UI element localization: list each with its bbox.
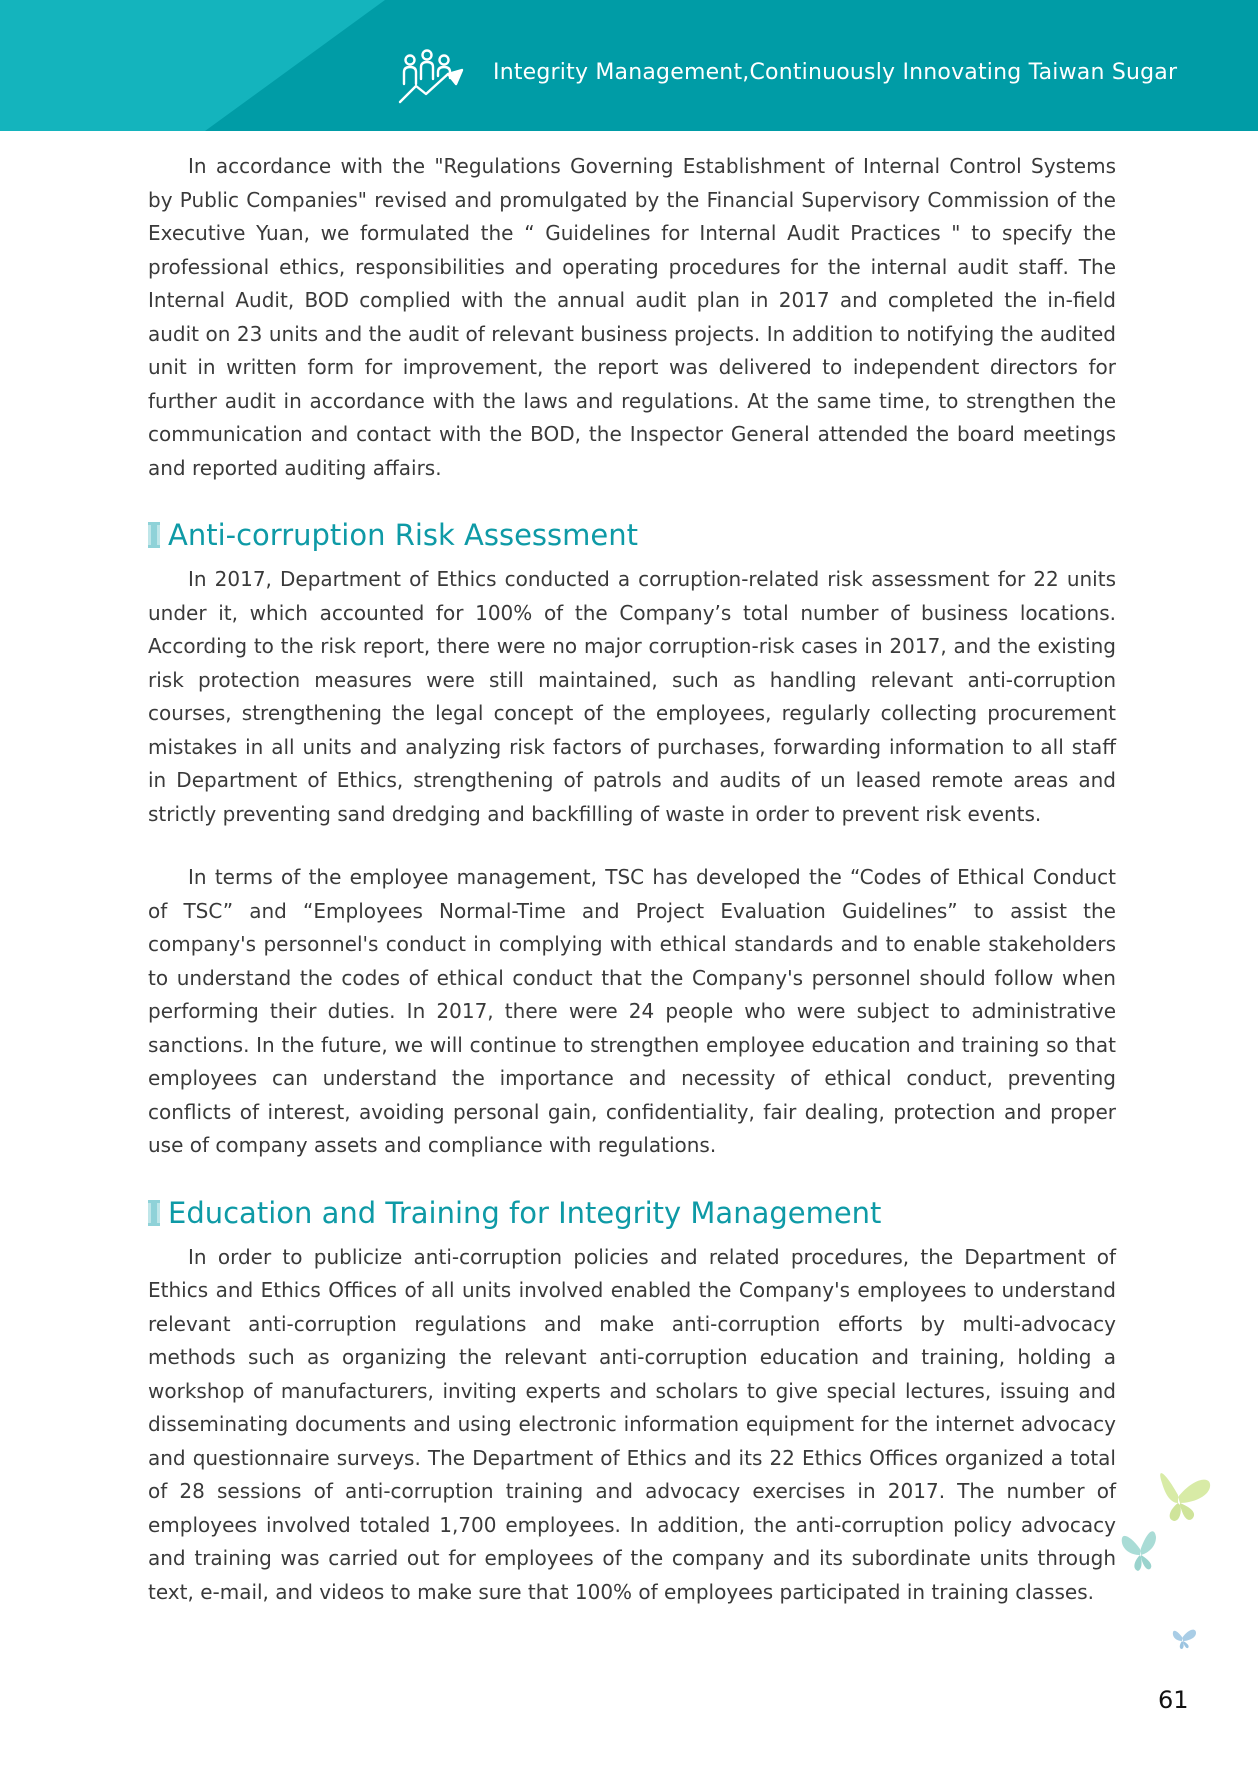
- page-header: [0, 0, 1258, 131]
- risk-assessment-paragraph: In 2017, Department of Ethics conducted a corruption-related risk assessment for 22 units under it, which accounted for 100% of the Company’s total number of business locations. According to the risk report, there were no major corruption-risk cases in 2017, and the existing risk protection measures were still maintained, such as handling relevant anti-corruption courses, strengthening the legal concept of the employees, regularly collecting procurement mistakes in all units and analyzing risk factors of purchases, forwarding information to all staff in Department of Ethics, strengthening of patrols and audits of un leased remote areas and strictly preventing sand dredging and backfilling of waste in order to prevent risk events.: [148, 567, 1116, 826]
- intro-paragraph: In accordance with the "Regulations Governing Establishment of Internal Control Systems by Public Companies" revised and promulgated by the Financial Supervisory Commission of the Executive Yuan, we formulated the “ Guidelines for Internal Audit Practices " to specify the professional ethics, responsibilities and operating procedures for the internal audit staff. The Internal Audit, BOD complied with the annual audit plan in 2017 and completed the in-field audit on 23 units and the audit of relevant business projects. In addition to notifying the audited unit in written form for improvement, the report was delivered to independent directors for further audit in accordance with the laws and regulations. At the same time, to strengthen the communication and contact with the BOD, the Inspector General attended the board meetings and reported auditing affairs.: [148, 154, 1116, 480]
- section-heading-text: Anti-corruption Risk Assessment: [168, 518, 638, 552]
- people-growth-arrow-icon: [396, 48, 470, 108]
- header-title: Integrity Management,Continuously Innovating Taiwan Sugar: [493, 60, 1178, 85]
- section-heading-risk-assessment: [148, 515, 1116, 555]
- heading-marker-icon: [148, 1200, 160, 1226]
- page-content: [148, 150, 1116, 1609]
- employee-management-paragraph: In terms of the employee management, TSC has developed the “Codes of Ethical Conduct of TSC” and “Employees Normal-Time and Project Evaluation Guidelines” to assist the company's personnel's conduct in complying with ethical standards and to enable stakeholders to understand the codes of ethical conduct that the Company's personnel should follow when performing their duties. In 2017, there were 24 people who were subject to administrative sanctions. In the future, we will continue to strengthen employee education and training so that employees can understand the importance and necessity of ethical conduct, preventing conflicts of interest, avoiding personal gain, confidentiality, fair dealing, protection and proper use of company assets and compliance with regulations.: [148, 865, 1116, 1157]
- page-number: 61: [1158, 1686, 1189, 1714]
- education-training-paragraph: In order to publicize anti-corruption policies and related procedures, the Department of Ethics and Ethics Offices of all units involved enabled the Company's employees to understand relevant anti-corruption regulations and make anti-corruption efforts by multi-advocacy methods such as organizing the relevant anti-corruption education and training, holding a workshop of manufacturers, inviting experts and scholars to give special lectures, issuing and disseminating documents and using electronic information equipment for the internet advocacy and questionnaire surveys. The Department of Ethics and its 22 Ethics Offices organized a total of 28 sessions of anti-corruption training and advocacy exercises in 2017. The number of employees involved totaled 1,700 employees. In addition, the anti-corruption policy advocacy and training was carried out for employees of the company and its subordinate units through text, e-mail, and videos to make sure that 100% of employees participated in training classes.: [148, 1244, 1116, 1604]
- section-heading-education-training: [148, 1193, 1116, 1233]
- section-heading-text: Education and Training for Integrity Management: [168, 1195, 882, 1230]
- small-butterfly: [1173, 1630, 1196, 1649]
- butterflies-icon: [1110, 1455, 1258, 1665]
- heading-marker-icon: [148, 522, 160, 548]
- teal-butterfly: [1122, 1531, 1156, 1571]
- large-butterfly: [1160, 1473, 1210, 1521]
